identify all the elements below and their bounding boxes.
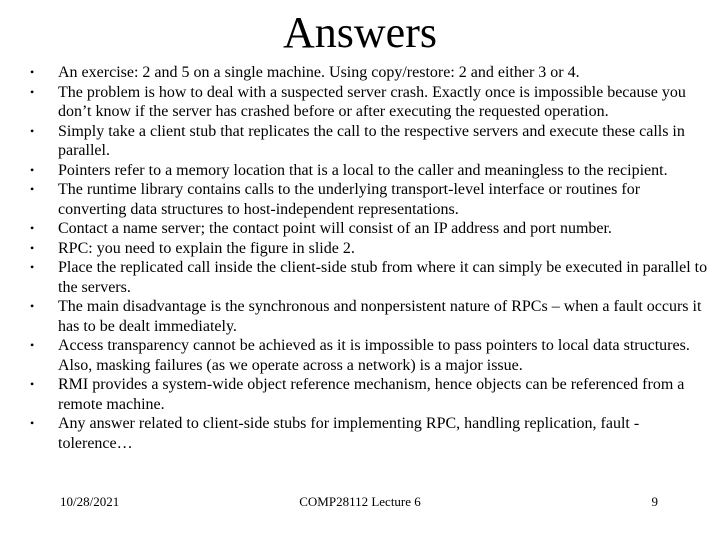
list-item-text: Pointers refer to a memory location that is a local to the caller and meaningless to the recipient. [58, 161, 668, 179]
list-item [28, 122, 708, 161]
bullet-icon: • [30, 240, 35, 255]
bullet-icon: • [30, 221, 35, 235]
bullet-icon: • [30, 416, 35, 430]
list-item [28, 219, 708, 239]
list-item-text: Place the replicated call inside the client-side stub from where it can simply be executed in parallel to the servers. [58, 259, 708, 296]
bullet-icon: • [30, 377, 35, 391]
list-item [28, 63, 708, 83]
list-item-text: An exercise: 2 and 5 on a single machine. Using copy/restore: 2 and either 3 or 4. [58, 64, 580, 81]
list-item-text: The main disadvantage is the synchronous and nonpersistent nature of RPCs – when a fault occurs it has to be dealt immediately. [58, 298, 702, 335]
answer-list [28, 63, 708, 453]
list-item-text: The problem is how to deal with a suspected server crash. Exactly once is impossible because you don’t know if the server has crashed before or after executing the requested operation. [58, 83, 686, 120]
list-item-text: Access transparency cannot be achieved as it is impossible to pass pointers to local data structures. Also, masking failures (as we operate across a network) is a major issue. [58, 337, 690, 374]
list-item [28, 414, 708, 453]
list-item-text: Any answer related to client-side stubs for implementing RPC, handling replication, fault -tolerence… [58, 415, 640, 452]
list-item [28, 83, 708, 122]
page-number: 9 [651, 494, 658, 509]
bullet-icon: • [30, 65, 35, 79]
list-item-text: RMI provides a system-wide object reference mechanism, hence objects can be referenced from a remote machine. [58, 376, 685, 413]
bullet-icon: • [30, 338, 35, 352]
bullet-icon: • [30, 299, 35, 313]
list-item-text: The runtime library contains calls to the underlying transport-level interface or routines for converting data structures to host-independent representations. [58, 181, 641, 218]
list-item [28, 239, 708, 259]
footer-course: COMP28112 Lecture 6 [299, 494, 421, 509]
bullet-icon: • [30, 182, 35, 196]
bullet-icon: • [30, 123, 35, 138]
list-item [28, 180, 708, 219]
slide-title: Answers [283, 8, 437, 57]
list-item [28, 375, 708, 414]
bullet-icon: • [30, 162, 35, 177]
list-item [28, 161, 708, 181]
list-item-text: Contact a name server; the contact point will consist of an IP address and port number. [58, 220, 612, 237]
list-item-text: Simply take a client stub that replicates the call to the respective servers and execute these calls in parallel. [58, 122, 685, 159]
list-item [28, 336, 708, 375]
list-item [28, 258, 708, 297]
list-item [28, 297, 708, 336]
bullet-icon: • [30, 260, 35, 274]
bullet-icon: • [30, 84, 35, 99]
list-item-text: RPC: you need to explain the figure in slide 2. [58, 239, 355, 257]
footer-date: 10/28/2021 [60, 494, 120, 509]
